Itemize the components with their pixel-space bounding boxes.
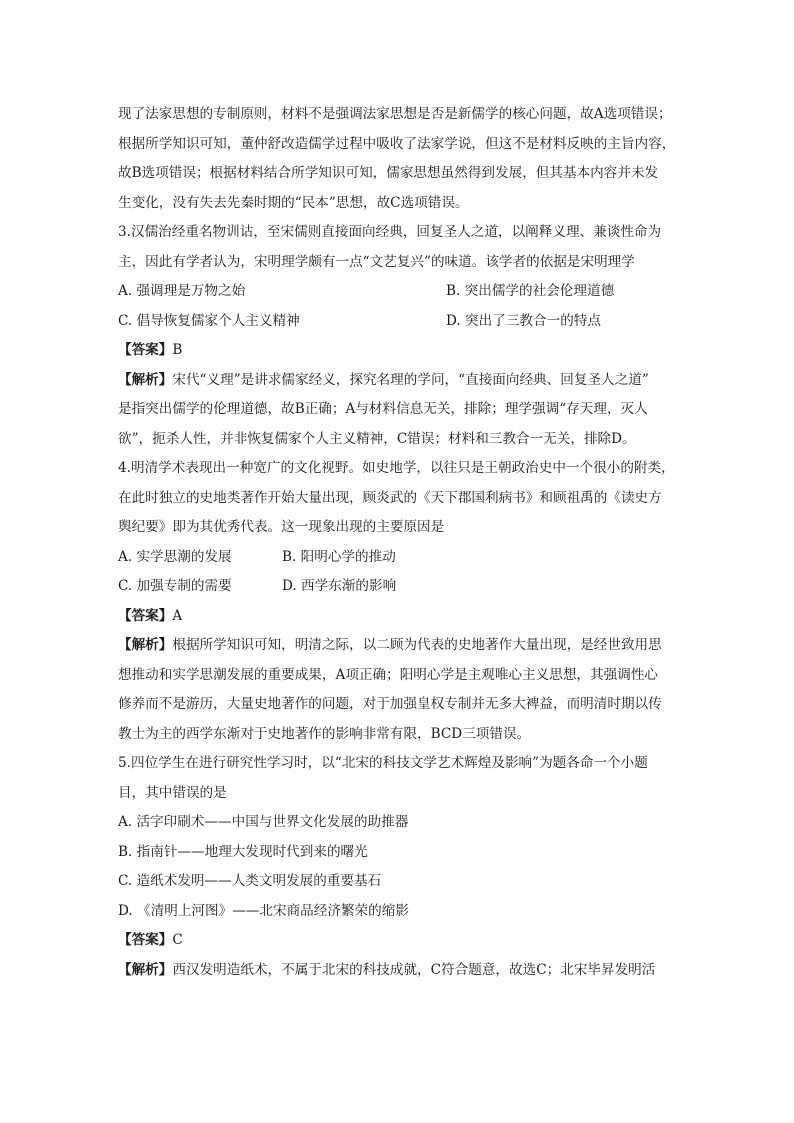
- option-a: A. 实学思潮的发展: [118, 548, 232, 565]
- question-4-options-row: [118, 572, 678, 602]
- question-3-analysis: 欲”，扼杀人性，并非恢复儒家个人主义精神，C错误；材料和三教合一无关，排除D。: [118, 430, 636, 447]
- answer-value: A: [172, 607, 183, 624]
- option-c: C. 加强专制的需要: [118, 578, 232, 594]
- question-3-stem: 主，因此有学者认为，宋明理学颇有一点“文艺复兴”的味道。该学者的依据是宋明理学: [118, 253, 635, 270]
- option-a: A. 活字印刷术——中国与世界文化发展的助推器: [118, 814, 409, 830]
- analysis-text: 宋代“义理”是讲求儒家经义，探究名理的学问，“直接面向经典、回复圣人之道”: [172, 371, 649, 388]
- question-4-stem: 在此时独立的史地类著作开始大量出现，顾炎武的《天下郡国利病书》和顾祖禹的《读史方: [118, 489, 662, 506]
- option-a: A. 强调理是万物之始: [118, 283, 246, 299]
- answer-value: B: [172, 342, 183, 358]
- question-3-options-row: [118, 307, 678, 337]
- question-4-stem: 舆纪要》即为其优秀代表。这一现象出现的主要原因是: [118, 519, 445, 535]
- question-4-analysis: 教士为主的西学东渐对于史地著作的影响非常有限，BCD三项错误。: [118, 725, 531, 742]
- answer-label: 【答案】: [118, 342, 173, 358]
- option-b: B. 阳明心学的推动: [282, 548, 396, 565]
- analysis-text: 西汉发明造纸术，不属于北宋的科技成就，C符合题意，故选C；北宋毕昇发明活: [172, 961, 656, 978]
- text-line: 故B选项错误；根据材料结合所学知识可知，儒家思想虽然得到发展，但其基本内容并未发: [118, 165, 659, 181]
- analysis-label: 【解析】: [118, 637, 173, 653]
- option-b: B. 突出儒学的社会伦理道德: [446, 283, 615, 299]
- text-line: 生变化，没有失去先秦时期的“民本”思想，故C选项错误。: [118, 194, 469, 211]
- question-3-analysis: 是指突出儒学的伦理道德，故B正确；A与材料信息无关，排除；理学强调“存天理，灭人: [118, 401, 648, 417]
- option-c: C. 倡导恢复儒家个人主义精神: [118, 312, 300, 329]
- answer-value: C: [172, 932, 183, 948]
- question-5-stem: 目，其中错误的是: [118, 784, 227, 801]
- question-3-answer: [118, 336, 678, 366]
- question-3-options-row: [118, 277, 678, 307]
- question-5-analysis: [118, 956, 678, 986]
- option-b: B. 指南针——地理大发现时代到来的曙光: [118, 843, 368, 860]
- analysis-text: 根据所学知识可知，明清之际，以二顾为代表的史地著作大量出现，是经世致用思: [172, 637, 662, 653]
- analysis-label: 【解析】: [118, 961, 173, 978]
- document-page: [118, 100, 678, 985]
- question-4-stem: 4.明清学术表现出一种宽广的文化视野。如史地学，以往只是王朝政治史中一个很小的附类，: [118, 460, 675, 476]
- question-4-analysis: 想推动和实学思潮发展的重要成果，A项正确；阳明心学是主观唯心主义思想，其强调性心: [118, 666, 658, 683]
- question-5-answer: [118, 926, 678, 956]
- question-4-answer: [118, 602, 678, 632]
- question-3-analysis: [118, 366, 678, 396]
- answer-label: 【答案】: [118, 932, 173, 948]
- text-line: 现了法家思想的专制原则，材料不是强调法家思想是否是新儒学的核心问题，故A选项错误；: [118, 106, 672, 122]
- option-c: C. 造纸术发明——人类文明发展的重要基石: [118, 873, 382, 889]
- option-d: D. 西学东渐的影响: [282, 578, 397, 594]
- question-4-analysis: 修养而不是游历，大量史地著作的问题，对于加强皇权专制并无多大裨益，而明清时期以传: [118, 696, 662, 712]
- option-d: D. 突出了三教合一的特点: [446, 312, 601, 329]
- option-d: D. 《清明上河图》——北宋商品经济繁荣的缩影: [118, 902, 409, 919]
- question-4-options-row: [118, 543, 678, 573]
- answer-label: 【答案】: [118, 607, 173, 624]
- question-5-stem: 5.四位学生在进行研究性学习时，以“北宋的科技文学艺术辉煌及影响”为题各命一个小题: [118, 755, 648, 771]
- text-line: 根据所学知识可知，董仲舒改造儒学过程中吸收了法家学说，但这不是材料反映的主旨内容，: [118, 135, 676, 152]
- analysis-label: 【解析】: [118, 371, 173, 388]
- question-3-stem: 3.汉儒治经重名物训诂，至宋儒则直接面向经典，回复圣人之道，以阐释义理、兼谈性命为: [118, 224, 662, 240]
- question-4-analysis: [118, 631, 678, 661]
